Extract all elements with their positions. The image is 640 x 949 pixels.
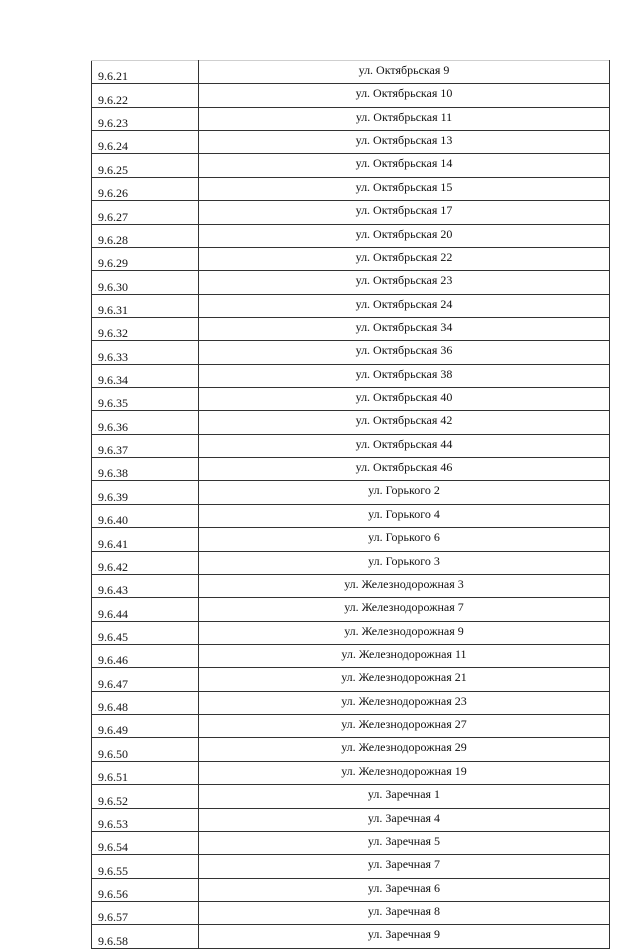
row-number: 9.6.29	[92, 247, 199, 270]
row-address: ул. Железнодорожная 7	[199, 598, 610, 621]
table-row	[92, 785, 610, 808]
table-row	[92, 434, 610, 457]
row-number: 9.6.48	[92, 691, 199, 714]
table-row	[92, 458, 610, 481]
row-address: ул. Горького 4	[199, 504, 610, 527]
row-address: ул. Октябрьская 24	[199, 294, 610, 317]
table-row	[92, 271, 610, 294]
table-row	[92, 878, 610, 901]
row-number: 9.6.40	[92, 504, 199, 527]
row-number: 9.6.30	[92, 271, 199, 294]
table-row	[92, 761, 610, 784]
row-number: 9.6.43	[92, 574, 199, 597]
table-row	[92, 388, 610, 411]
row-address: ул. Октябрьская 10	[199, 84, 610, 107]
row-number: 9.6.33	[92, 341, 199, 364]
table-row	[92, 644, 610, 667]
table-row	[92, 364, 610, 387]
row-number: 9.6.52	[92, 785, 199, 808]
row-address: ул. Октябрьская 22	[199, 247, 610, 270]
row-number: 9.6.51	[92, 761, 199, 784]
table-row	[92, 154, 610, 177]
row-address: ул. Октябрьская 34	[199, 317, 610, 340]
table-row	[92, 831, 610, 854]
row-number: 9.6.45	[92, 621, 199, 644]
row-number: 9.6.47	[92, 668, 199, 691]
table-row	[92, 131, 610, 154]
row-address: ул. Железнодорожная 27	[199, 715, 610, 738]
table-row	[92, 808, 610, 831]
row-number: 9.6.23	[92, 107, 199, 130]
row-number: 9.6.49	[92, 715, 199, 738]
row-number: 9.6.27	[92, 201, 199, 224]
row-address: ул. Заречная 7	[199, 855, 610, 878]
row-address: ул. Октябрьская 44	[199, 434, 610, 457]
table-row	[92, 668, 610, 691]
row-address: ул. Октябрьская 11	[199, 107, 610, 130]
table-row	[92, 177, 610, 200]
table-row	[92, 504, 610, 527]
table-row	[92, 84, 610, 107]
row-number: 9.6.53	[92, 808, 199, 831]
row-number: 9.6.26	[92, 177, 199, 200]
row-address: ул. Заречная 1	[199, 785, 610, 808]
table-row	[92, 691, 610, 714]
address-table-body	[92, 61, 610, 949]
row-address: ул. Заречная 4	[199, 808, 610, 831]
table-row	[92, 551, 610, 574]
row-number: 9.6.55	[92, 855, 199, 878]
row-address: ул. Железнодорожная 29	[199, 738, 610, 761]
row-address: ул. Железнодорожная 19	[199, 761, 610, 784]
row-address: ул. Октябрьская 40	[199, 388, 610, 411]
row-address: ул. Железнодорожная 21	[199, 668, 610, 691]
table-row	[92, 201, 610, 224]
row-number: 9.6.44	[92, 598, 199, 621]
row-number: 9.6.54	[92, 831, 199, 854]
table-row	[92, 341, 610, 364]
row-address: ул. Горького 6	[199, 528, 610, 551]
row-number: 9.6.31	[92, 294, 199, 317]
row-number: 9.6.36	[92, 411, 199, 434]
row-address: ул. Железнодорожная 11	[199, 644, 610, 667]
table-row	[92, 715, 610, 738]
row-number: 9.6.22	[92, 84, 199, 107]
row-number: 9.6.32	[92, 317, 199, 340]
table-row	[92, 574, 610, 597]
row-number: 9.6.34	[92, 364, 199, 387]
row-address: ул. Заречная 6	[199, 878, 610, 901]
row-number: 9.6.42	[92, 551, 199, 574]
row-address: ул. Железнодорожная 23	[199, 691, 610, 714]
row-number: 9.6.38	[92, 458, 199, 481]
row-address: ул. Октябрьская 36	[199, 341, 610, 364]
table-row	[92, 481, 610, 504]
row-address: ул. Октябрьская 46	[199, 458, 610, 481]
table-row	[92, 738, 610, 761]
row-address: ул. Октябрьская 42	[199, 411, 610, 434]
row-address: ул. Октябрьская 15	[199, 177, 610, 200]
table-row	[92, 224, 610, 247]
row-address: ул. Горького 2	[199, 481, 610, 504]
row-number: 9.6.50	[92, 738, 199, 761]
row-number: 9.6.28	[92, 224, 199, 247]
row-number: 9.6.24	[92, 131, 199, 154]
table-row	[92, 855, 610, 878]
row-address: ул. Железнодорожная 3	[199, 574, 610, 597]
row-number: 9.6.56	[92, 878, 199, 901]
table-row	[92, 925, 610, 948]
row-address: ул. Заречная 9	[199, 925, 610, 948]
table-row	[92, 107, 610, 130]
row-number: 9.6.46	[92, 644, 199, 667]
row-number: 9.6.21	[92, 61, 199, 84]
row-number: 9.6.35	[92, 388, 199, 411]
row-address: ул. Горького 3	[199, 551, 610, 574]
row-number: 9.6.25	[92, 154, 199, 177]
row-address: ул. Октябрьская 23	[199, 271, 610, 294]
row-number: 9.6.39	[92, 481, 199, 504]
row-address: ул. Заречная 5	[199, 831, 610, 854]
table-row	[92, 61, 610, 84]
row-number: 9.6.37	[92, 434, 199, 457]
row-address: ул. Заречная 8	[199, 901, 610, 924]
row-address: ул. Железнодорожная 9	[199, 621, 610, 644]
address-table	[91, 60, 610, 949]
table-row	[92, 621, 610, 644]
table-row	[92, 247, 610, 270]
table-row	[92, 294, 610, 317]
table-row	[92, 528, 610, 551]
row-address: ул. Октябрьская 17	[199, 201, 610, 224]
table-row	[92, 411, 610, 434]
row-address: ул. Октябрьская 20	[199, 224, 610, 247]
row-address: ул. Октябрьская 14	[199, 154, 610, 177]
row-address: ул. Октябрьская 38	[199, 364, 610, 387]
table-row	[92, 317, 610, 340]
row-number: 9.6.58	[92, 925, 199, 948]
row-address: ул. Октябрьская 9	[199, 61, 610, 84]
row-address: ул. Октябрьская 13	[199, 131, 610, 154]
row-number: 9.6.57	[92, 901, 199, 924]
row-number: 9.6.41	[92, 528, 199, 551]
table-row	[92, 598, 610, 621]
